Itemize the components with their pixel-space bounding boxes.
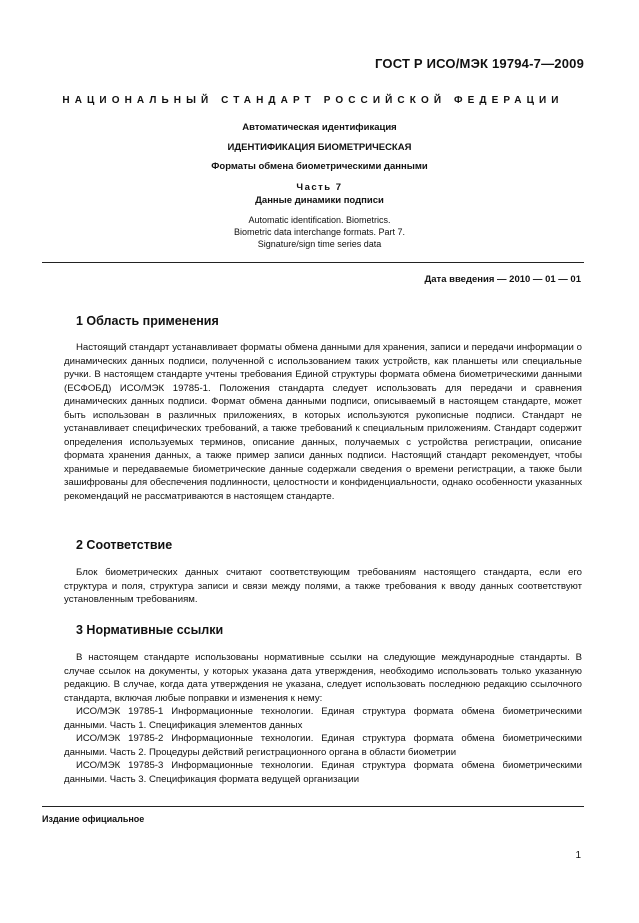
section-3-intro-paragraph: В настоящем стандарте использованы нормативные ссылки на следующие международные стандарты. В случае ссылок на документы, у которых указана дата утверждения, необходимо использовать только указанную редакцию. В случае, когда дата утверждения не указана, следует использовать последнюю редакцию ссылочного стандарта, включая любые поправки и изменения к нему: bbox=[64, 652, 582, 704]
reference-19785-3: ИСО/МЭК 19785-3 Информационные технологии. Единая структура формата обмена биометрическими данными. Часть 3. Спецификация формата ведущей организации bbox=[64, 760, 582, 785]
section-1-heading: 1 Область применения bbox=[76, 314, 219, 328]
title-line-2: ИДЕНТИФИКАЦИЯ БИОМЕТРИЧЕСКАЯ bbox=[227, 142, 412, 153]
section-1-paragraph: Настоящий стандарт устанавливает форматы обмена данными для хранения, записи и передачи информации о динамических данных подписи, полученной с использованием таких устройств, как планшеты или специальные ручки. В настоящем стандарте учтены требования Единой структуры формата обмена биометрическими данными (ЕСФОБД) ИСО/МЭК 19785-1. Положения стандарта следует использовать для передачи и сравнения динамических данных подписи. Формат обмена данными подписи, описываемый в настоящем стандарте, может быть использован в различных приложениях, в которых используются рукописные подписи. Стандарт не устанавливает специфических требований, а также требований к специальным приложениям. Стандарт содержит определения используемых терминов, описание данных, получаемых с устройства регистрации, описание формата хранения данных, а также пример записи данных подписи. Настоящий стандарт рекомендует, чтобы хранимые и передаваемые биометрические данные содержали сведения о времени регистрации, а также были зашифрованы для обеспечения подлинности, целостности и конфиденциальности, однако особенности указанных рекомендаций не рассматриваются в настоящем стандарте. bbox=[64, 342, 582, 502]
title-line-3: Форматы обмена биометрическими данными bbox=[211, 161, 428, 172]
document-code: ГОСТ Р ИСО/МЭК 19794-7—2009 bbox=[375, 56, 584, 71]
section-2-heading: 2 Соответствие bbox=[76, 538, 173, 552]
english-title-line-1: Automatic identification. Biometrics. bbox=[248, 215, 391, 225]
english-title-line-3: Signature/sign time series data bbox=[257, 239, 382, 249]
section-1-body bbox=[64, 341, 582, 503]
part-number: Часть 7 bbox=[296, 182, 343, 193]
national-standard-banner: НАЦИОНАЛЬНЫЙ СТАНДАРТ РОССИЙСКОЙ ФЕДЕРАЦИИ bbox=[62, 95, 564, 106]
reference-19785-1: ИСО/МЭК 19785-1 Информационные технологии. Единая структура формата обмена биометрическими данными. Часть 1. Спецификация элементов данных bbox=[64, 706, 582, 731]
edition-note: Издание официальное bbox=[42, 814, 145, 824]
reference-19785-2: ИСО/МЭК 19785-2 Информационные технологии. Единая структура формата обмена биометрическими данными. Часть 2. Процедуры действий регистрационного органа в области биометрии bbox=[64, 733, 582, 758]
section-2-body bbox=[64, 566, 582, 607]
footer-divider bbox=[42, 806, 584, 807]
title-line-1: Автоматическая идентификация bbox=[242, 122, 397, 133]
english-title-line-2: Biometric data interchange formats. Part 7. bbox=[233, 227, 406, 237]
section-2-paragraph: Блок биометрических данных считают соответствующим требованиям настоящего стандарта, если его структура и поля, структура записи и связи между полями, а также требования к вводу данных соответствуют установленным требованиям. bbox=[64, 567, 582, 605]
part-title: Данные динамики подписи bbox=[255, 195, 384, 206]
introduction-date: Дата введения — 2010 — 01 — 01 bbox=[424, 274, 581, 285]
title-divider bbox=[42, 262, 584, 263]
page-number: 1 bbox=[575, 850, 581, 861]
section-3-body bbox=[64, 651, 582, 786]
title-block bbox=[0, 122, 639, 250]
section-3-heading: 3 Нормативные ссылки bbox=[76, 623, 224, 637]
